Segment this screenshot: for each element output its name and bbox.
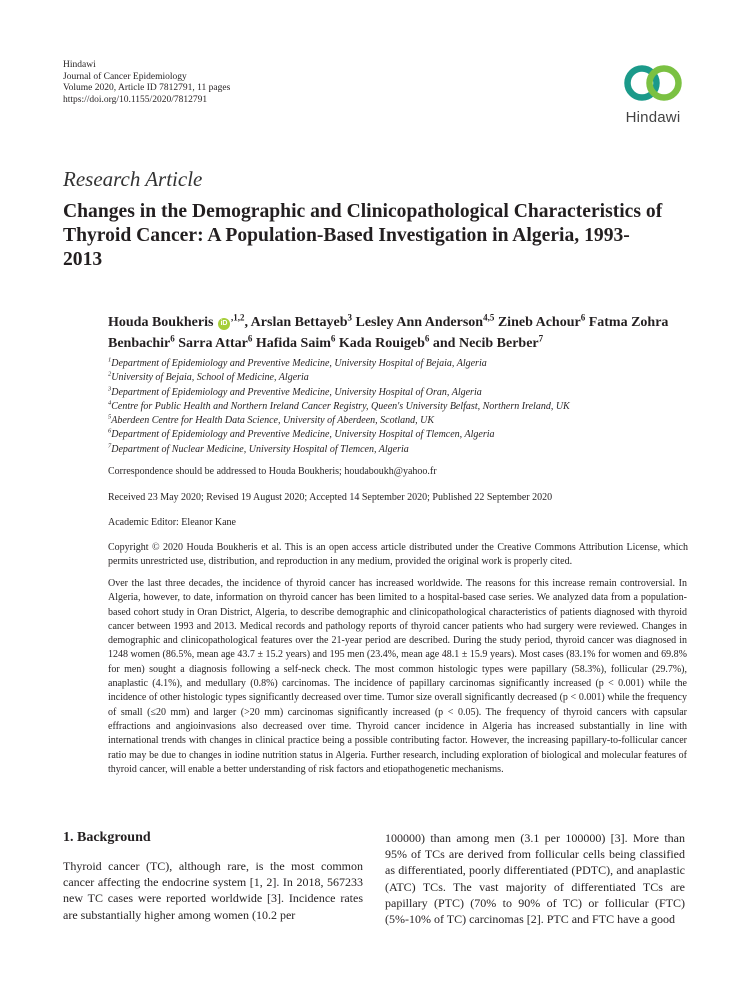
affiliation-item xyxy=(108,371,708,385)
publisher-name: Hindawi xyxy=(63,60,96,70)
affiliation-item xyxy=(108,428,708,442)
hindawi-rings-icon xyxy=(620,60,686,106)
author-affiliation-number: ,1,2 xyxy=(230,312,245,323)
affiliation-text: Aberdeen Centre for Health Data Science, University of Aberdeen, Scotland, UK xyxy=(111,415,435,427)
affiliation-number: 7 xyxy=(108,442,112,450)
body-text-right: 100000) than among men (3.1 per 100000) [3]. More than 95% of TCs are derived from follicular cells being classified as differentiated, poorly differentiated (PDTC), and anaplastic (ATC) TCs. The vast majority of differentiated TCs are papillary (PTC) (70% to 90% of TC) or follicular (FTC) (5%-10% of TC) carcinomas [2]. PTC and FTC have a good xyxy=(385,831,685,927)
author-name: Arslan Bettayeb xyxy=(250,315,348,330)
affiliation-number: 5 xyxy=(108,413,112,421)
author-name: Necib Berber xyxy=(458,336,539,351)
affiliation-text: Department of Epidemiology and Preventive Medicine, University Hospital of Oran, Algeria xyxy=(111,386,482,398)
affiliation-item xyxy=(108,357,708,371)
section-heading: 1. Background xyxy=(63,830,151,845)
publication-dates: Received 23 May 2020; Revised 19 August 2020; Accepted 14 September 2020; Published 22 September 2020 xyxy=(108,492,553,503)
author-affiliation-number: 7 xyxy=(538,333,544,344)
author-affiliation-number: 6 xyxy=(247,333,253,344)
affiliation-text: Department of Nuclear Medicine, University Hospital of Tlemcen, Algeria xyxy=(111,443,409,455)
author-name: Houda Boukheris xyxy=(108,315,214,330)
volume-info: Volume 2020, Article ID 7812791, 11 pages xyxy=(63,83,231,93)
author-name: Kada Rouigeb xyxy=(338,336,425,351)
affiliation-number: 2 xyxy=(108,370,112,378)
affiliation-item xyxy=(108,414,708,428)
hindawi-wordmark: Hindawi xyxy=(625,109,681,126)
author-name: Lesley Ann Anderson xyxy=(355,315,484,330)
hindawi-logo xyxy=(620,60,686,130)
author-affiliation-number: 6 xyxy=(330,333,336,344)
affiliation-number: 6 xyxy=(108,428,112,436)
affiliation-text: University of Bejaia, School of Medicine, Algeria xyxy=(111,372,309,384)
author-affiliation-number: 6 xyxy=(170,333,175,344)
journal-header xyxy=(63,60,230,106)
affiliation-item xyxy=(108,386,708,400)
author-name: Hafida Saim xyxy=(255,336,331,351)
affiliation-number: 4 xyxy=(108,399,112,407)
affiliation-text: Department of Epidemiology and Preventive Medicine, University Hospital of Tlemcen, Algeria xyxy=(111,429,495,441)
author-affiliation-number: 3 xyxy=(347,312,352,323)
author-name: Fatma Zohra Benbachir xyxy=(108,315,669,351)
article-title: Changes in the Demographic and Clinicopathological Characteristics of Thyroid Cancer: A Population-Based Investigation in Algeria, 1993-2013 xyxy=(63,201,663,270)
correspondence: Correspondence should be addressed to Houda Boukheris; houdaboukh@yahoo.fr xyxy=(108,466,437,477)
copyright-notice: Copyright © 2020 Houda Boukheris et al. This is an open access article distributed under the Creative Commons Attribution License, which permits unrestricted use, distribution, and reproduction in any medium, provided the original work is properly cited. xyxy=(108,542,688,568)
author-list: Houda Boukheris $iD^{,1,2}$, Arslan Bettayeb$^3$ Lesley Ann Anderson$^{4,5}$ Zineb Achour$^6$ Fatma Zohra Benbachir$^6$ Sarra Attar$^6$ Hafida Saim$^6$ Kada Rouigeb$^6$ and Necib Berber$^7$ xyxy=(108,312,669,351)
author-name: Zineb Achour xyxy=(497,315,581,330)
article-type: Research Article xyxy=(63,167,203,191)
affiliation-list xyxy=(108,357,708,457)
affiliation-text: Department of Epidemiology and Preventive Medicine, University Hospital of Bejaia, Algeria xyxy=(111,358,487,369)
affiliation-item xyxy=(108,400,708,414)
affiliation-number: 3 xyxy=(108,385,112,393)
affiliation-item xyxy=(108,443,708,457)
affiliation-text: Centre for Public Health and Northern Ireland Cancer Registry, Queen's University Belfast, Northern Ireland, UK xyxy=(111,400,570,412)
body-text-left: Thyroid cancer (TC), although rare, is the most common cancer affecting the endocrine system [1, 2]. In 2018, 567233 new TC cases were reported worldwide [3]. Incidence rates are substantially higher among women (10.2 per xyxy=(63,859,363,922)
author-affiliation-number: 6 xyxy=(424,333,430,344)
doi-link[interactable]: https://doi.org/10.1155/2020/7812791 xyxy=(63,94,208,105)
orcid-icon[interactable]: iD xyxy=(218,318,230,330)
author-affiliation-number: 6 xyxy=(580,312,586,323)
author-affiliation-number: 4,5 xyxy=(483,312,495,323)
academic-editor: Academic Editor: Eleanor Kane xyxy=(108,517,236,528)
affiliation-number: 1 xyxy=(108,356,112,364)
abstract: Over the last three decades, the incidence of thyroid cancer has increased worldwide. The reasons for this increase remain controversial. In Algeria, however, to date, information on thyroid cancer has been limited to a hospital-based case series. We analyzed data from a population-based cohort study in Oran District, Algeria, to describe demographic and clinicopathological characteristics of patients diagnosed with thyroid cancer between 1993 and 2013. Medical records and pathology reports of thyroid cancer patients who had surgery were reviewed. Changes in demographic and clinicopathological features over the 21-year period are described. During the study period, thyroid cancer was diagnosed in 1248 women (86.5%, mean age 43.7 ± 15.2 years) and 195 men (23.4%, mean age 48.1 ± 15.9 years). Most cases (83.1% for women and 69.8% for men) sought a diagnosis following a self-neck check. The most common histologic types were papillary (58.3%), follicular (29.7%), anaplastic (4.1%), and medullary (0.8%) carcinomas. The incidence of papillary carcinomas significantly increased (p < 0.001) while the incidence of other histologic types significantly decreased over time. Tumor size overall significantly decreased (p < 0.001) while the frequency of small (≤20 mm) and larger (>20 mm) carcinomas significantly increased (p < 0.05). The frequency of thyroid cancers with capsular effractions and angioinvasions also decreased over time. Thyroid cancer incidence in Algeria has increased substantially in line with international trends with changes in clinical practice being a possible contributing factor. However, the increasing papillary-to-follicular cancer ratio may be due to changes in iodine nutrition status in Algeria. Further research, including exploration of biological and molecular features of thyroid cancer, will enable a better understanding of risk factors and etiopathogenetic mechanisms. xyxy=(108,578,687,775)
journal-name: Journal of Cancer Epidemiology xyxy=(63,71,187,82)
author-name: Sarra Attar xyxy=(178,336,248,351)
